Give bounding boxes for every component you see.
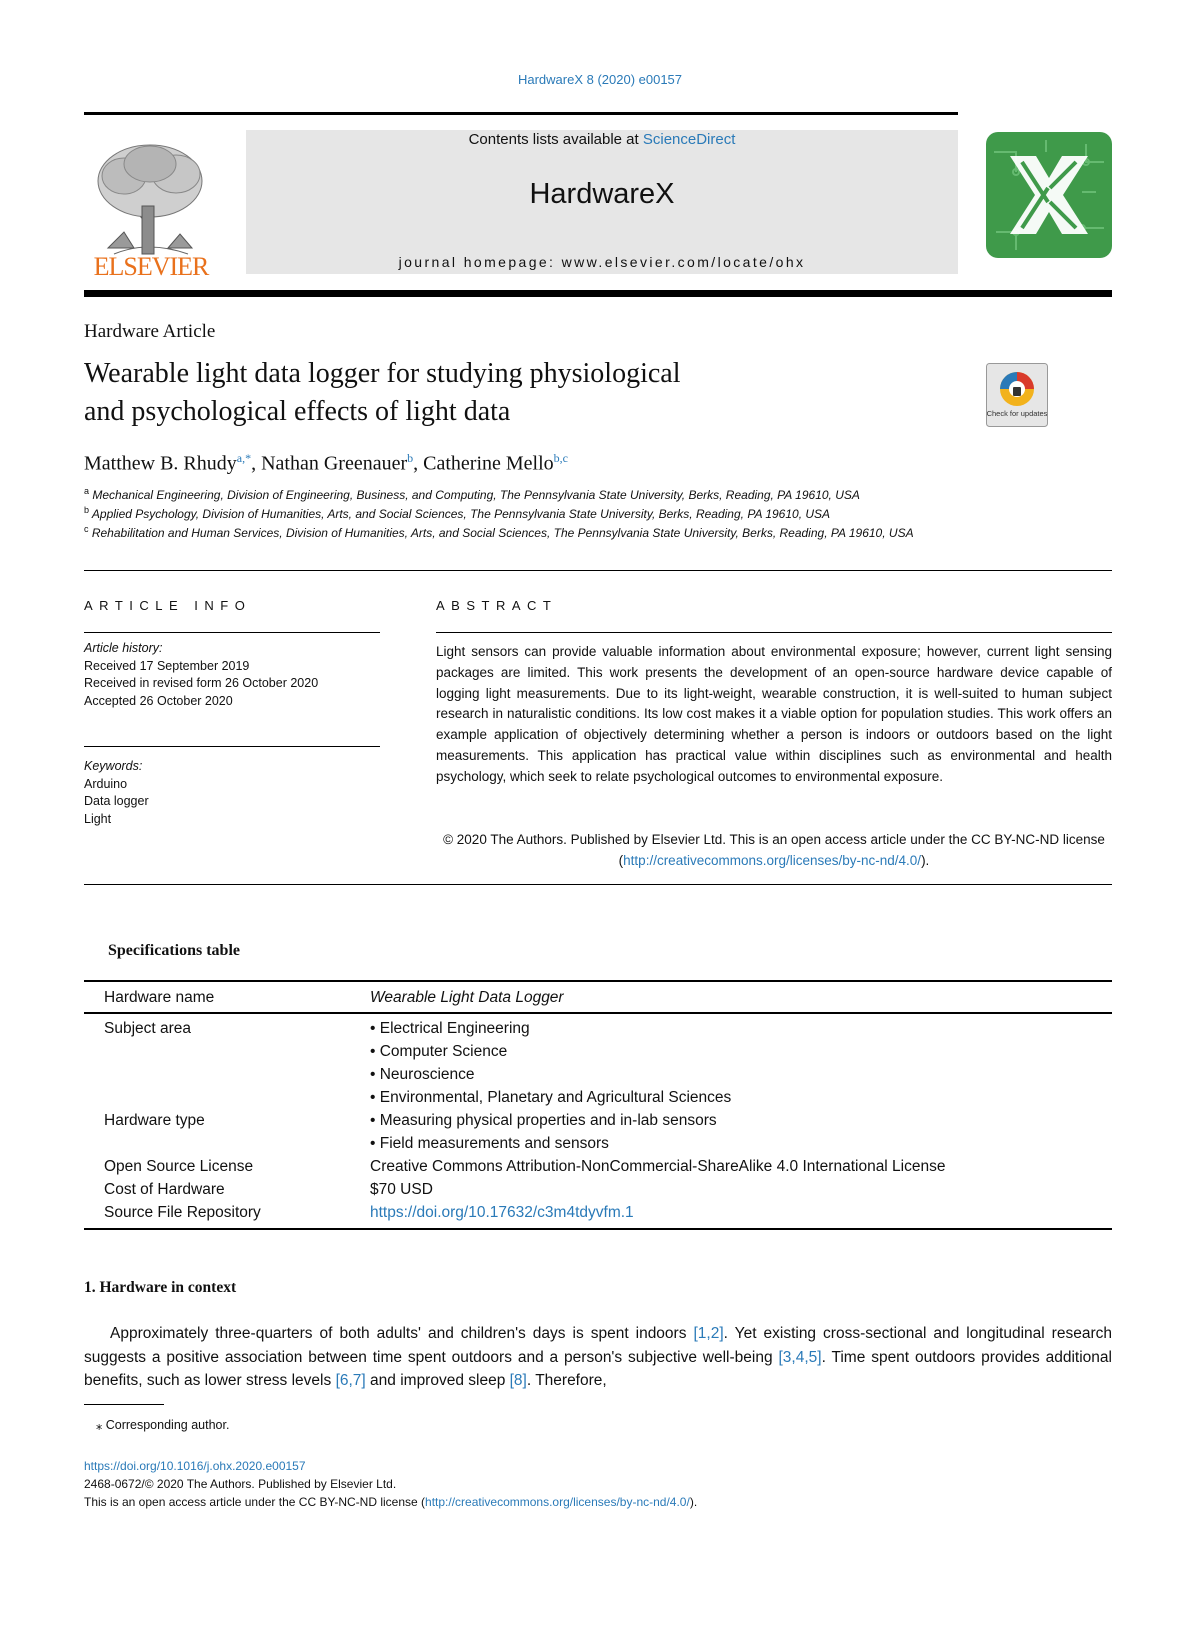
hardwarex-x-logo bbox=[986, 132, 1112, 258]
citation-link[interactable]: [3,4,5] bbox=[778, 1348, 822, 1366]
section-paragraph: Approximately three-quarters of both adults' and children's days is spent indoors [1,2]. Yet existing cross-sectional and longitudinal research suggests a positive association between time spent outdoors and a person's subjective well-being [3,4,5]. Time spent outdoors provides additional benefits, such as lower stress levels [6,7] and improved sleep [8]. Therefore, bbox=[84, 1325, 1112, 1389]
article-info-heading: ARTICLE INFO bbox=[84, 598, 252, 613]
header-top-rule bbox=[84, 112, 958, 115]
author-1[interactable]: Matthew B. Rhudy bbox=[84, 452, 237, 475]
abstract-copyright: © 2020 The Authors. Published by Elsevier Ltd. This is an open access article under the CC BY-NC-ND license (http://creativecommons.org/licenses/by-nc-nd/4.0/). bbox=[443, 832, 1105, 868]
keyword: Data logger bbox=[84, 794, 149, 808]
keyword: Light bbox=[84, 811, 112, 826]
title-line-2: and psychological effects of light data bbox=[84, 396, 511, 427]
table-row: Source File Repository https://doi.org/10.17632/c3m4tdyvfm.1 bbox=[84, 1201, 1112, 1224]
abstract-rule bbox=[436, 632, 1112, 633]
article-type: Hardware Article bbox=[84, 321, 216, 342]
check-for-updates-badge[interactable] bbox=[986, 363, 1048, 427]
author-3-affil[interactable]: b,c bbox=[553, 451, 568, 465]
footnote-rule bbox=[84, 1404, 164, 1405]
journal-reference[interactable]: HardwareX 8 (2020) e00157 bbox=[517, 72, 683, 87]
footer-license-line: This is an open access article under the CC BY-NC-ND license (http://creativecommons.org/licenses/by-nc-nd/4.0/). bbox=[84, 1495, 698, 1509]
article-title bbox=[84, 355, 884, 431]
doi-link[interactable]: https://doi.org/10.1016/j.ohx.2020.e00157 bbox=[84, 1459, 306, 1473]
elsevier-wordmark: ELSEVIER bbox=[93, 252, 209, 281]
author-1-affil[interactable]: a,* bbox=[236, 451, 252, 465]
repository-link[interactable]: https://doi.org/10.17632/c3m4tdyvfm.1 bbox=[370, 1204, 634, 1221]
license-link[interactable]: http://creativecommons.org/licenses/by-nc-nd/4.0/ bbox=[623, 852, 922, 868]
affiliation-b: $^b$ Applied Psychology, Division of Humanities, Arts, and Social Sciences, The Pennsylvania State University, Berks, Reading, PA 19610, USA bbox=[84, 505, 831, 521]
author-2-affil[interactable]: b bbox=[407, 451, 414, 465]
contents-line: Contents lists available at ScienceDirect bbox=[468, 131, 736, 148]
article-info-rule bbox=[84, 632, 380, 633]
table-row: Subject area • Electrical Engineering • Computer Science • Neuroscience • Environmental, Planetary and Agricultural Sciences bbox=[104, 1020, 732, 1106]
abstract-heading: ABSTRACT bbox=[436, 598, 558, 613]
author-list bbox=[84, 451, 568, 476]
corresponding-author-note: ⁎ Corresponding author. bbox=[96, 1418, 230, 1432]
article-history: Article history: Received 17 September 2019 Received in revised form 26 October 2020 Accepted 26 October 2020 bbox=[84, 641, 319, 708]
info-top-rule bbox=[84, 570, 1112, 571]
keywords-block: Keywords: Arduino Data logger Light bbox=[84, 758, 149, 828]
journal-homepage[interactable]: journal homepage: www.elsevier.com/locate/ohx bbox=[398, 254, 806, 270]
info-bottom-rule bbox=[84, 884, 1112, 885]
table-row: Hardware type • Measuring physical properties and in-lab sensors • Field measurements and sensors bbox=[104, 1112, 717, 1152]
section-heading: 1. Hardware in context bbox=[84, 1279, 237, 1296]
keyword: Arduino bbox=[84, 776, 128, 791]
table-row: Open Source License Creative Commons Attribution-NonCommercial-ShareAlike 4.0 International License bbox=[104, 1158, 946, 1175]
citation-link[interactable]: [1,2] bbox=[693, 1325, 724, 1342]
table-row: Hardware name Wearable Light Data Logger bbox=[84, 980, 1112, 1014]
issn-line: 2468-0672/© 2020 The Authors. Published by Elsevier Ltd. bbox=[84, 1477, 397, 1491]
citation-link[interactable]: [6,7] bbox=[335, 1372, 366, 1389]
sciencedirect-link[interactable]: ScienceDirect bbox=[642, 131, 736, 148]
table-row: Cost of Hardware $70 USD bbox=[104, 1181, 433, 1198]
header-bottom-rule bbox=[84, 290, 1112, 297]
keywords-rule bbox=[84, 746, 380, 747]
footer-license-link[interactable]: http://creativecommons.org/licenses/by-nc-nd/4.0/ bbox=[425, 1495, 690, 1509]
citation-link[interactable]: [8] bbox=[509, 1372, 527, 1389]
title-line-1: Wearable light data logger for studying physiological bbox=[84, 358, 681, 389]
spec-table-title: Specifications table bbox=[108, 942, 240, 959]
author-3[interactable]: , Catherine Mello bbox=[413, 452, 554, 475]
abstract-text: Light sensors can provide valuable information about environmental exposure; however, current light sensing packages are limited. This work presents the development of an open-source hardware device capable of logging light measurements. Due to its light-weight, wearable construction, it is well-suited to human subject research in naturalistic conditions. Its low cost makes it a viable option for population studies. This work offers an example application of objectively determining whether a person is indoors or outdoors based on the light measurements. This application has practical value within disciplines such as environmental and health psychology, which seek to relate psychological outcomes to environmental exposure. bbox=[436, 644, 1112, 784]
affiliation-a: $^a$ Mechanical Engineering, Division of Engineering, Business, and Computing, The Pennsylvania State University, Berks, Reading, PA 19610, USA bbox=[84, 486, 860, 502]
affiliation-c: $^c$ Rehabilitation and Human Services, Division of Humanities, Arts, and Social Sciences, The Pennsylvania State University, Berks, Reading, PA 19610, USA bbox=[84, 524, 914, 540]
journal-name: HardwareX bbox=[529, 178, 675, 210]
author-2[interactable]: , Nathan Greenauer bbox=[251, 452, 408, 475]
badge-label: Check for updates bbox=[986, 409, 1048, 418]
specifications-table bbox=[84, 980, 1112, 1230]
